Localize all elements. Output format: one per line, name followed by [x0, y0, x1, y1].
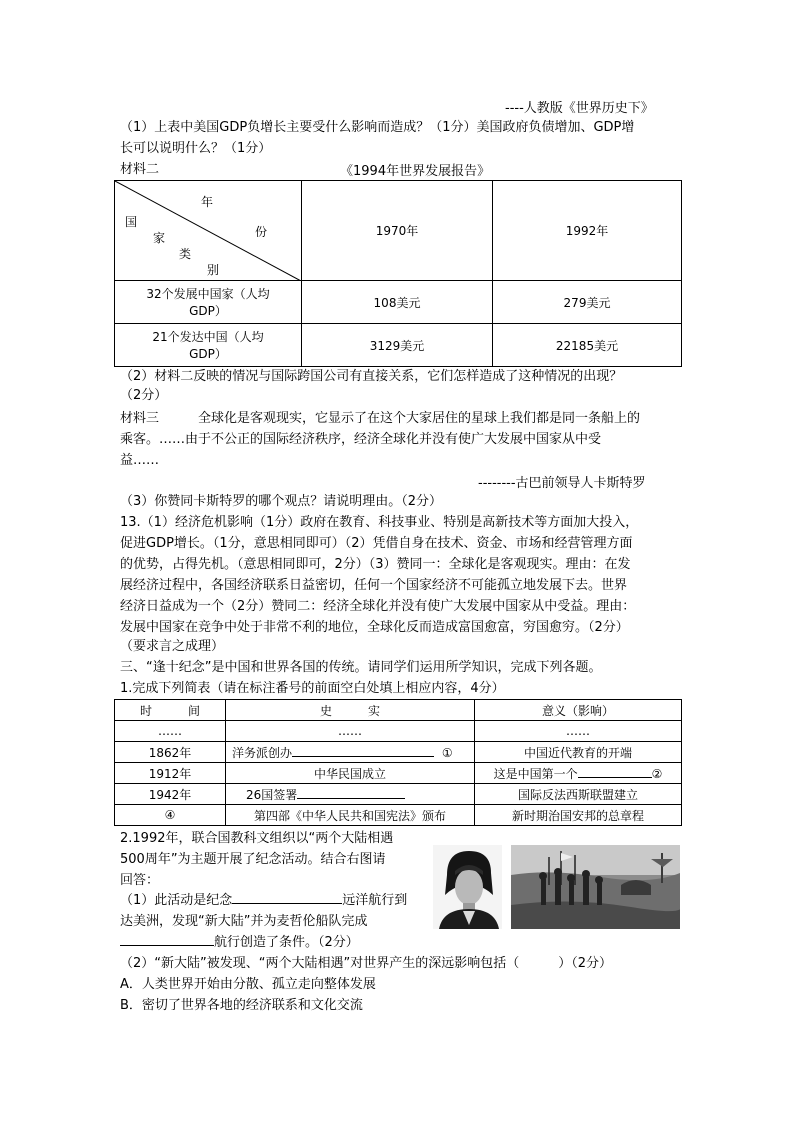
header-bie: 别	[207, 263, 220, 277]
q21-b: 远洋航行到	[342, 893, 408, 908]
dots-meaning: ……	[475, 721, 682, 742]
sub1-title: 1.完成下列简表（请在标注番号的前面空白处填上相应内容，4分）	[120, 681, 505, 696]
anniversary-table	[114, 699, 682, 826]
columbus-portrait-drawing	[433, 845, 502, 929]
sub2-line1: 2.1992年，联合国教科文组织以“两个大陆相遇	[120, 831, 394, 846]
answer-line: 的优势，占得先机。（意思相同即可，2分）（3）赞同一：全球化是客观现实。理由：在发	[120, 557, 631, 572]
q1-line1: （1）上表中美国GDP负增长主要受什么影响而造成？（1分）美国政府负债增加、GDP增	[120, 120, 635, 135]
header-guo: 国	[125, 215, 138, 229]
r1-fact-text: 洋务派创办	[232, 745, 293, 760]
row-developing-label-a: 32个发展中国家（人均	[146, 287, 270, 301]
num-1: ①	[441, 745, 453, 760]
answer-line: 促进GDP增长。（1分，意思相同即可）（2）凭借自身在技术、资金、市场和经营管理方面	[120, 536, 633, 551]
sub2-line2: 500周年”为主题开展了纪念活动。结合右图请	[120, 852, 386, 867]
q22: （2）“新大陆”被发现、“两个大陆相遇”对世界产生的深远影响包括（ ）（2分）	[120, 956, 612, 971]
row-developed-label-b: GDP）	[189, 347, 227, 361]
answer-line: （要求言之成理）	[120, 639, 225, 654]
r1-time: 1862年	[115, 742, 226, 763]
developing-1970: 108美元	[302, 281, 493, 324]
answer-line: 发展中国家在竞争中处于非常不利的地位，全球化反而造成富国愈富，穷国愈穷。（2分）	[120, 620, 629, 635]
r1-meaning: 中国近代教育的开端	[475, 742, 682, 763]
answer-line: 展经济过程中，各国经济联系日益密切，任何一个国家经济不可能孤立地发展下去。世界	[120, 578, 628, 593]
blank-navigator[interactable]	[232, 903, 342, 904]
material3-line3: 益……	[120, 453, 160, 468]
dots-fact: ……	[226, 721, 475, 742]
r4-fact: 第四部《中华人民共和国宪法》颁布	[226, 805, 475, 826]
q21-a: （1）此活动是纪念	[120, 893, 233, 908]
q21-d: 航行创造了条件。（2分）	[214, 935, 359, 950]
material2-label: 材料二	[120, 162, 160, 177]
r2-fact: 中华民国成立	[226, 763, 475, 784]
developed-1992: 22185美元	[493, 324, 682, 367]
header-jia: 家	[153, 231, 166, 245]
q21-c: 达美洲，发现“新大陆”并为麦哲伦船队完成	[120, 914, 368, 929]
q3: （3）你赞同卡斯特罗的哪个观点？请说明理由。（2分）	[120, 494, 443, 509]
r4-time: ④	[115, 805, 226, 826]
header-year: 年	[201, 195, 214, 209]
q21-line1	[120, 891, 407, 911]
option-b: B．密切了世界各地的经济联系和文化交流	[120, 998, 363, 1013]
landing-painting	[511, 845, 680, 929]
material2-title: 《1994年世界发展报告》	[340, 164, 491, 179]
gdp-table	[114, 180, 682, 367]
material3-line1: 材料三 全球化是客观现实，它显示了在这个大家居住的星球上我们都是同一条船上的	[120, 411, 641, 426]
q21-line3	[120, 933, 359, 953]
row-developed-label-a: 21个发达中国（人均	[152, 330, 264, 344]
r2-meaning	[475, 763, 682, 784]
q1-line2: 长可以说明什么？（1分）	[120, 141, 272, 156]
sub2-line3: 回答：	[120, 873, 160, 888]
num-2: ②	[651, 766, 663, 781]
q2-line1: （2）材料二反映的情况与国际跨国公司有直接关系，它们怎样造成了这种情况的出现？	[120, 369, 623, 384]
option-a: A．人类世界开始由分散、孤立走向整体发展	[120, 977, 376, 992]
answer-line: 13.（1）经济危机影响（1分）政府在教育、科技事业、特别是高新技术等方面加大投入，	[120, 515, 639, 530]
answer-line: 经济日益成为一个（2分）赞同二：经济全球化并没有使广大发展中国家从中受益。理由：	[120, 599, 636, 614]
r4-meaning: 新时期治国安邦的总章程	[475, 805, 682, 826]
r1-fact	[226, 742, 475, 763]
developing-1992: 279美元	[493, 281, 682, 324]
header-lei: 类	[179, 247, 192, 261]
r2-time: 1912年	[115, 763, 226, 784]
source-castro: --------古巴前领导人卡斯特罗	[478, 476, 646, 491]
landing-painting-drawing	[511, 845, 680, 929]
r3-fact-text: 26国签署	[246, 787, 298, 802]
header-fen: 份	[255, 225, 268, 239]
th-fact: 史 实	[226, 700, 475, 721]
q2-line2: （2分）	[120, 388, 168, 403]
row-developing-label-b: GDP）	[189, 304, 227, 318]
blank-1[interactable]	[292, 756, 434, 757]
dots-time: ……	[115, 721, 226, 742]
row-developing-label	[115, 281, 302, 324]
blank-3[interactable]	[297, 798, 405, 799]
developed-1970: 3129美元	[302, 324, 493, 367]
col-1992: 1992年	[493, 181, 682, 281]
col-1970: 1970年	[302, 181, 493, 281]
blank-voyage[interactable]	[120, 945, 214, 946]
th-time: 时 间	[115, 700, 226, 721]
blank-2[interactable]	[578, 777, 652, 778]
row-developed-label	[115, 324, 302, 367]
columbus-portrait	[433, 845, 502, 929]
th-meaning: 意义（影响）	[475, 700, 682, 721]
r3-time: 1942年	[115, 784, 226, 805]
r2-meaning-text: 这是中国第一个	[493, 766, 578, 781]
section3-title: 三、“逢十纪念”是中国和世界各国的传统。请同学们运用所学知识，完成下列各题。	[120, 660, 602, 675]
r3-meaning: 国际反法西斯联盟建立	[475, 784, 682, 805]
r3-fact	[226, 784, 475, 805]
material3-line2: 乘客。……由于不公正的国际经济秩序，经济全球化并没有使广大发展中国家从中受	[120, 432, 602, 447]
source-renjiao: ----人教版《世界历史下》	[505, 101, 654, 116]
diagonal-header-cell	[115, 181, 302, 281]
